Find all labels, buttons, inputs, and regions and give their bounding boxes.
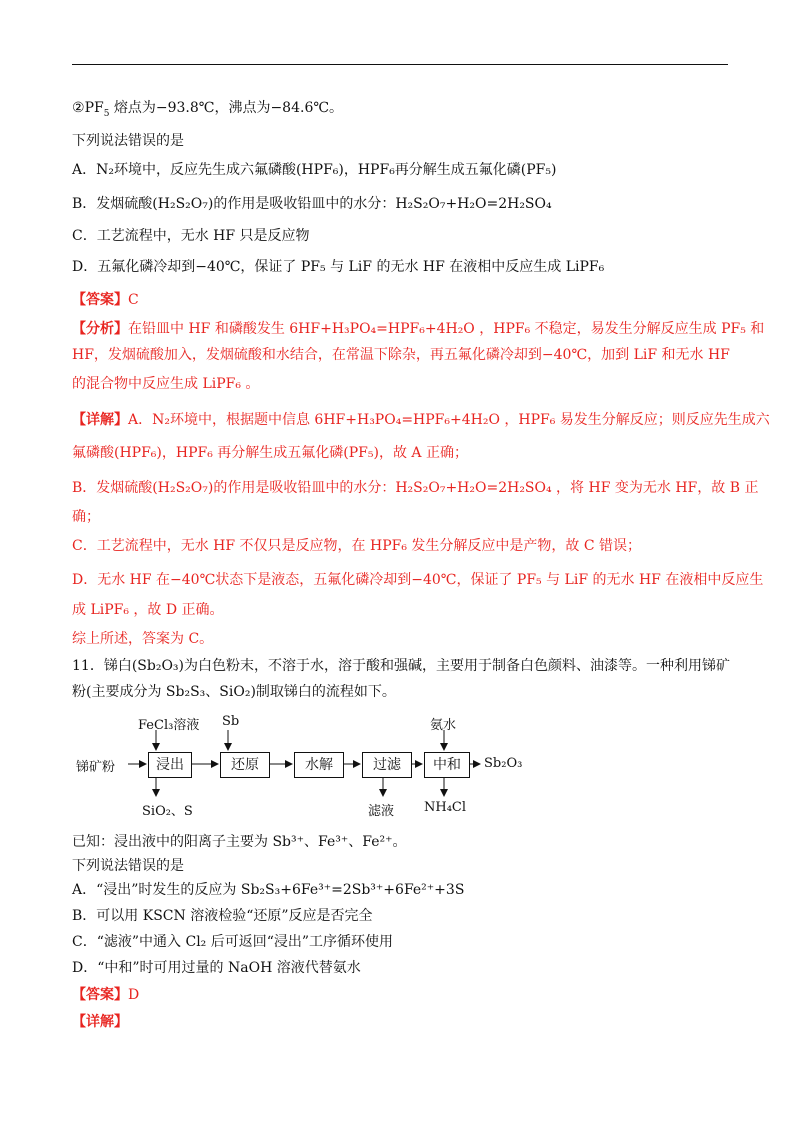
q10-detail-c: C．工艺流程中，无水 HF 不仅只是反应物，在 HPF₆ 发生分解反应中是产物，故 C 错误； — [72, 538, 642, 554]
q11-prompt: 下列说法错误的是 — [72, 858, 184, 874]
q10-detail-d-line2: 成 LiPF₆ ，故 D 正确。 — [72, 602, 224, 618]
q10-prompt: 下列说法错误的是 — [72, 133, 184, 149]
flow-byproduct-filtrate: 滤液 — [368, 804, 395, 819]
flow-reagent-fecl3: FeCl₃溶液 — [138, 718, 200, 733]
q11-option-d: D．“中和”时可用过量的 NaOH 溶液代替氨水 — [72, 960, 361, 976]
flow-step-leach: 浸出 — [148, 752, 192, 778]
flow-step-filter: 过滤 — [362, 752, 412, 778]
q10-detail-a-line2: 氟磷酸(HPF₆)，HPF₆ 再分解生成五氟化磷(PF₅)，故 A 正确； — [72, 445, 468, 461]
q11-detail-label: 【详解】 — [72, 1014, 128, 1030]
q11-intro-line1: 11．锑白(Sb₂O₃)为白色粉末，不溶于水，溶于酸和强碱，主要用于制备白色颜料、油漆等。一种利用锑矿 — [72, 658, 730, 674]
q10-option-d: D．五氟化磷冷却到−40℃，保证了 PF₅ 与 LiF 的无水 HF 在液相中反应生成 LiPF₆ — [72, 259, 605, 275]
q10-summary: 综上所述，答案为 C。 — [72, 631, 214, 647]
pf5-property-line: $②PF_5$ 熔点为−93.8℃，沸点为−84.6℃。 — [72, 100, 344, 119]
flow-product: Sb₂O₃ — [484, 756, 523, 771]
flow-reagent-sb: Sb — [222, 714, 240, 729]
q10-option-c: C．工艺流程中，无水 HF 只是反应物 — [72, 228, 310, 244]
q10-option-b: B．发烟硫酸(H₂S₂O₇)的作用是吸收铅皿中的水分：H₂S₂O₇+H₂O=2H₂SO₄ — [72, 196, 552, 212]
q11-option-b: B．可以用 KSCN 溶液检验“还原”反应是否完全 — [72, 908, 373, 924]
flow-step-hydrolysis: 水解 — [294, 752, 344, 778]
flow-step-reduce: 还原 — [220, 752, 270, 778]
q10-detail-a-line1: 【详解】A．N₂环境中，根据题中信息 6HF+H₃PO₄=HPF₆+4H₂O ，HPF₆ 易发生分解反应；则反应先生成六 — [72, 412, 770, 428]
q10-detail-b-line1: B．发烟硫酸(H₂S₂O₇)的作用是吸收铅皿中的水分：H₂S₂O₇+H₂O=2H₂SO₄ ，将 HF 变为无水 HF，故 B 正 — [72, 480, 759, 496]
q11-option-c: C．“滤液”中通入 Cl₂ 后可返回“浸出”工序循环使用 — [72, 934, 394, 950]
q11-answer: 【答案】D — [72, 987, 140, 1003]
q10-analysis-line2: HF，发烟硫酸加入，发烟硫酸和水结合，在常温下除杂，再五氟化磷冷却到−40℃，加到 LiF 和无水 HF — [72, 347, 730, 363]
q10-answer: 【答案】C — [72, 292, 139, 308]
q10-analysis-line3: 的混合物中反应生成 LiPF₆ 。 — [72, 376, 260, 392]
q11-intro-line2: 粉(主要成分为 Sb₂S₃、SiO₂)制取锑白的流程如下。 — [72, 684, 396, 700]
flow-step-neutralize: 中和 — [424, 752, 470, 778]
header-rule — [72, 64, 728, 65]
flow-byproduct-nh4cl: NH₄Cl — [424, 800, 467, 815]
process-flow-diagram — [72, 712, 552, 822]
q10-detail-b-line2: 确； — [72, 509, 100, 525]
q11-option-a: A．“浸出”时发生的反应为 Sb₂S₃+6Fe³⁺=2Sb³⁺+6Fe²⁺+3S — [72, 882, 465, 898]
q10-analysis-line1: 【分析】在铅皿中 HF 和磷酸发生 6HF+H₃PO₄=HPF₆+4H₂O ，HPF₆ 不稳定，易发生分解反应生成 PF₅ 和 — [72, 321, 765, 337]
q10-option-a: A．N₂环境中，反应先生成六氟磷酸(HPF₆)，HPF₆再分解生成五氟化磷(PF₅) — [72, 162, 557, 178]
flow-input-label: 锑矿粉 — [76, 760, 116, 775]
q10-detail-d-line1: D．无水 HF 在−40℃状态下是液态，五氟化磷冷却到−40℃，保证了 PF₅ 与 LiF 的无水 HF 在液相中反应生 — [72, 572, 764, 588]
q11-known: 已知：浸出液中的阳离子主要为 Sb³⁺、Fe³⁺、Fe²⁺。 — [72, 834, 407, 850]
flow-reagent-nh3: 氨水 — [430, 718, 457, 733]
flow-byproduct-sio2-s: SiO₂、S — [142, 804, 193, 819]
